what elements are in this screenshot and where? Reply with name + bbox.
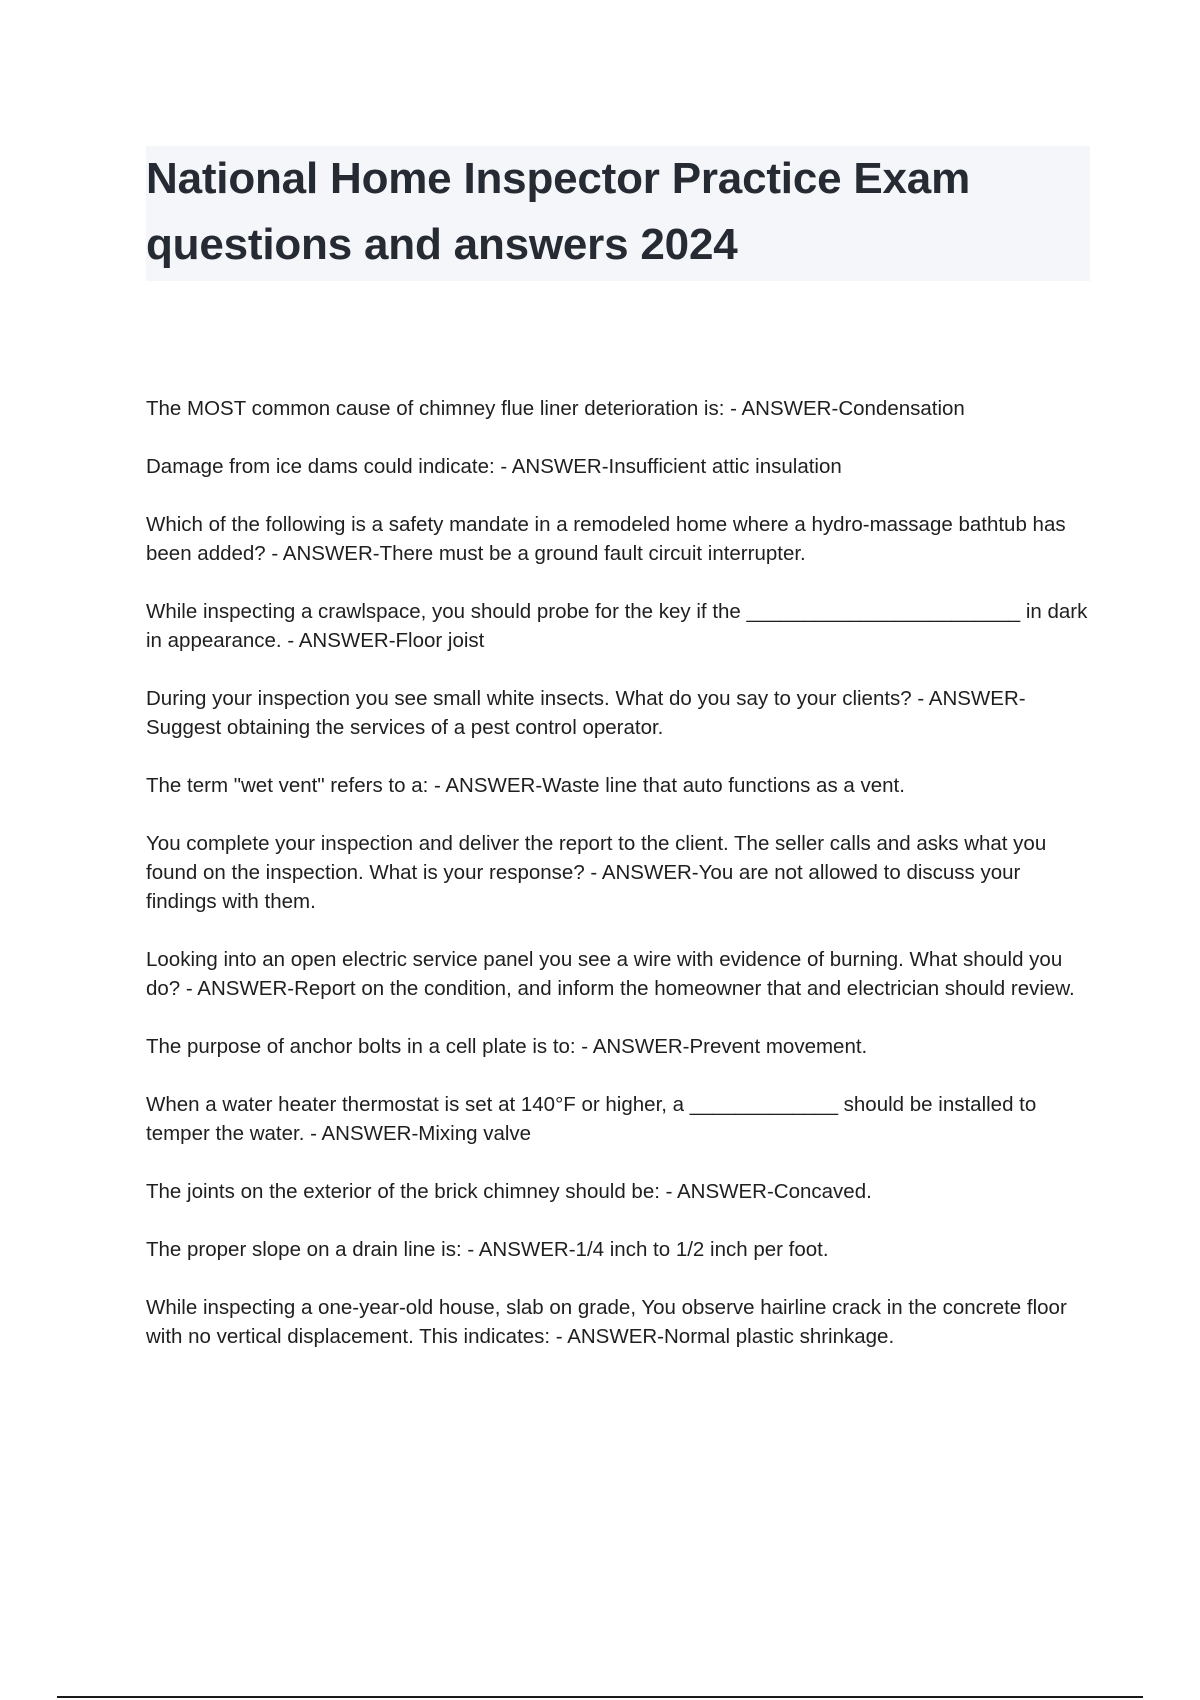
qa-item: The proper slope on a drain line is: - ANSWER-1/4 inch to 1/2 inch per foot. — [146, 1238, 829, 1261]
qa-item: While inspecting a crawlspace, you should probe for the key if the ________________________ in dark in appearance. - ANSWER-Floor joist — [146, 600, 1094, 652]
qa-item: Damage from ice dams could indicate: - ANSWER-Insufficient attic insulation — [146, 455, 842, 478]
qa-item: When a water heater thermostat is set at 140°F or higher, a _____________ should be installed to temper the water. - ANSWER-Mixing valve — [146, 1093, 1042, 1145]
document-title: National Home Inspector Practice Exam questions and answers 2024 — [146, 154, 971, 269]
qa-list — [146, 394, 1096, 1380]
page-bottom-rule — [57, 1696, 1143, 1698]
qa-item: During your inspection you see small white insects. What do you say to your clients? - ANSWER-Suggest obtaining the services of a pest control operator. — [146, 687, 1026, 739]
qa-item: Which of the following is a safety mandate in a remodeled home where a hydro-massage bathtub has been added? - ANSWER-There must be a ground fault circuit interrupter. — [146, 513, 1072, 565]
qa-item: Looking into an open electric service panel you see a wire with evidence of burning. What should you do? - ANSWER-Report on the condition, and inform the homeowner that and electrician should review. — [146, 948, 1075, 1000]
qa-item: You complete your inspection and deliver the report to the client. The seller calls and asks what you found on the inspection. What is your response? - ANSWER-You are not allowed to discuss your findings with them. — [146, 832, 1052, 913]
qa-item: The joints on the exterior of the brick chimney should be: - ANSWER-Concaved. — [146, 1180, 872, 1203]
qa-item: While inspecting a one-year-old house, slab on grade, You observe hairline crack in the concrete floor with no vertical displacement. This indicates: - ANSWER-Normal plastic shrinkage. — [146, 1296, 1073, 1348]
qa-item: The MOST common cause of chimney flue liner deterioration is: - ANSWER-Condensation — [146, 397, 965, 420]
qa-item: The purpose of anchor bolts in a cell plate is to: - ANSWER-Prevent movement. — [146, 1035, 868, 1058]
qa-item: The term "wet vent" refers to a: - ANSWER-Waste line that auto functions as a vent. — [146, 774, 905, 797]
title-banner — [146, 146, 1090, 281]
